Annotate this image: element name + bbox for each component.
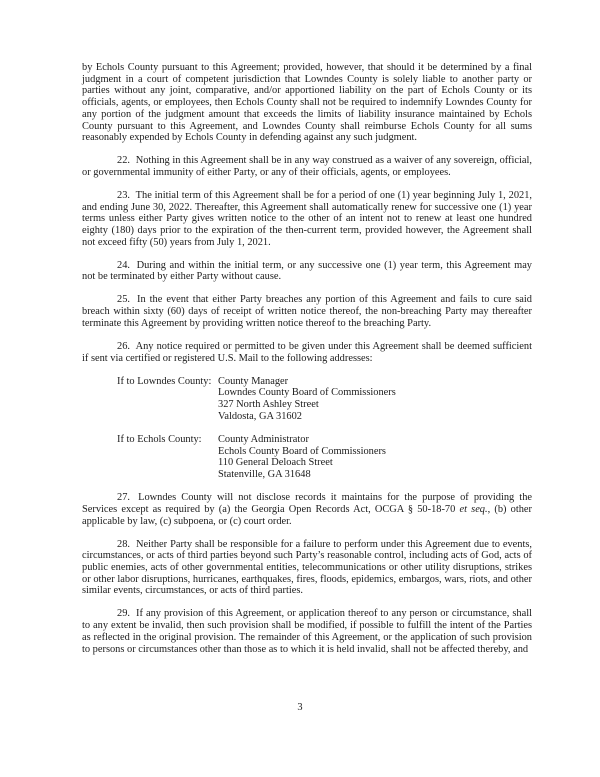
address-lines bbox=[218, 376, 396, 423]
address-line: County Manager bbox=[218, 375, 289, 387]
paragraph-number: 25. bbox=[117, 294, 130, 306]
paragraph-text: , (b) other applicable by law, (c) subpoena, or (c) court order. bbox=[82, 503, 532, 527]
paragraph-28 bbox=[82, 539, 532, 598]
address-line: County Administrator bbox=[218, 433, 309, 445]
address-line: Echols County Board of Commissioners bbox=[218, 445, 386, 457]
paragraph-text: In the event that either Party breaches any portion of this Agreement and fails to cure said breach within sixty (60) days of receipt of written notice thereof, the non-breaching Party may thereafter terminate this Agreement by providing written notice thereof to the breaching Party. bbox=[82, 294, 532, 329]
paragraph-text: Neither Party shall be responsible for a failure to perform under this Agreement due to events, circumstances, or acts of third parties beyond such Party’s reasonable control, including acts of God, acts of public enemies, acts of other governmental entities, telecommunications or other utility disruptions, strikes or other labor disruptions, hurricanes, earthquakes, fires, floods, epidemics, embargos, wars, riots, and other similar events, circumstances, or acts of third parties. bbox=[82, 538, 532, 597]
paragraph-number: 28. bbox=[117, 538, 130, 550]
paragraph-25 bbox=[82, 294, 532, 329]
address-line: Statenville, GA 31648 bbox=[218, 468, 311, 480]
paragraph-number: 26. bbox=[117, 340, 130, 352]
paragraph-number: 29. bbox=[117, 608, 130, 620]
paragraph-26 bbox=[82, 341, 532, 364]
paragraph-text: Any notice required or permitted to be given under this Agreement shall be deemed sufficient if sent via certified or registered U.S. Mail to the following addresses: bbox=[82, 340, 532, 364]
address-label: If to Lowndes County: bbox=[117, 375, 212, 387]
address-block-lowndes bbox=[82, 376, 532, 423]
paragraph-number: 22. bbox=[117, 155, 130, 167]
paragraph-29 bbox=[82, 608, 532, 655]
address-line: 110 General Deloach Street bbox=[218, 457, 333, 469]
italic-text: et seq. bbox=[459, 503, 488, 515]
paragraph-text: The initial term of this Agreement shall be for a period of one (1) year beginning July 1, 2021, and ending June 30, 2022. Thereafter, this Agreement shall automatically renew for successive one (1) year terms unless either Party gives written notice to the other of an intent not to renew at least one hundred eighty (180) days prior to the expiration of the then-current term, provided however, the Agreement shall not exceed fifty (50) years from July 1, 2021. bbox=[82, 189, 532, 248]
page-number: 3 bbox=[297, 702, 303, 713]
paragraph-text: Lowndes County will not disclose records it maintains for the purpose of providing the Services except as required by (a) the Georgia Open Records Act, OCGA § 50-18-70 bbox=[82, 492, 532, 515]
paragraph-number: 27. bbox=[117, 492, 130, 504]
paragraph-number: 23. bbox=[117, 189, 130, 201]
address-block-echols bbox=[82, 434, 532, 481]
paragraph-text: Nothing in this Agreement shall be in any way construed as a waiver of any sovereign, official, or governmental immunity of either Party, or any of their officials, agents, or employees. bbox=[82, 155, 533, 178]
paragraph-23 bbox=[82, 190, 532, 249]
paragraph-22 bbox=[82, 155, 532, 178]
address-line: 327 North Ashley Street bbox=[218, 398, 319, 410]
address-line: Lowndes County Board of Commissioners bbox=[218, 387, 396, 399]
address-label: If to Echols County: bbox=[117, 433, 202, 445]
paragraph-21-continuation: by Echols County pursuant to this Agreement; provided, however, that should it be determined by a final judgment in a court of competent jurisdiction that Lowndes County is solely liable to another party or parties without any joint, comparative, and/or apportioned liability on the part of Echols County or its officials, agents, or employees, then Echols County shall not be required to indemnify Lowndes County for any portion of the judgment amount that exceeds the limits of liability insurance maintained by Echols County pursuant to this Agreement, and Lowndes County shall reimburse Echols County for all sums reasonably expended by Echols County in defending against any such judgment. bbox=[82, 62, 532, 144]
paragraph-text: During and within the initial term, or any successive one (1) year term, this Agreement may not be terminated by either Party without cause. bbox=[82, 259, 533, 283]
document-page bbox=[82, 62, 532, 667]
paragraph-27 bbox=[82, 492, 532, 527]
address-line: Valdosta, GA 31602 bbox=[218, 410, 302, 422]
paragraph-24 bbox=[82, 260, 532, 283]
paragraph-text: If any provision of this Agreement, or application thereof to any person or circumstance, shall to any extent be invalid, then such provision shall be modified, if possible to fulfill the intent of the Parties as reflected in the original provision. The remainder of this Agreement, or the application of such provision to persons or circumstances other than those as to which it is held invalid, shall not be affected thereby, and bbox=[82, 608, 532, 655]
paragraph-number: 24. bbox=[117, 259, 130, 271]
address-lines bbox=[218, 434, 386, 481]
